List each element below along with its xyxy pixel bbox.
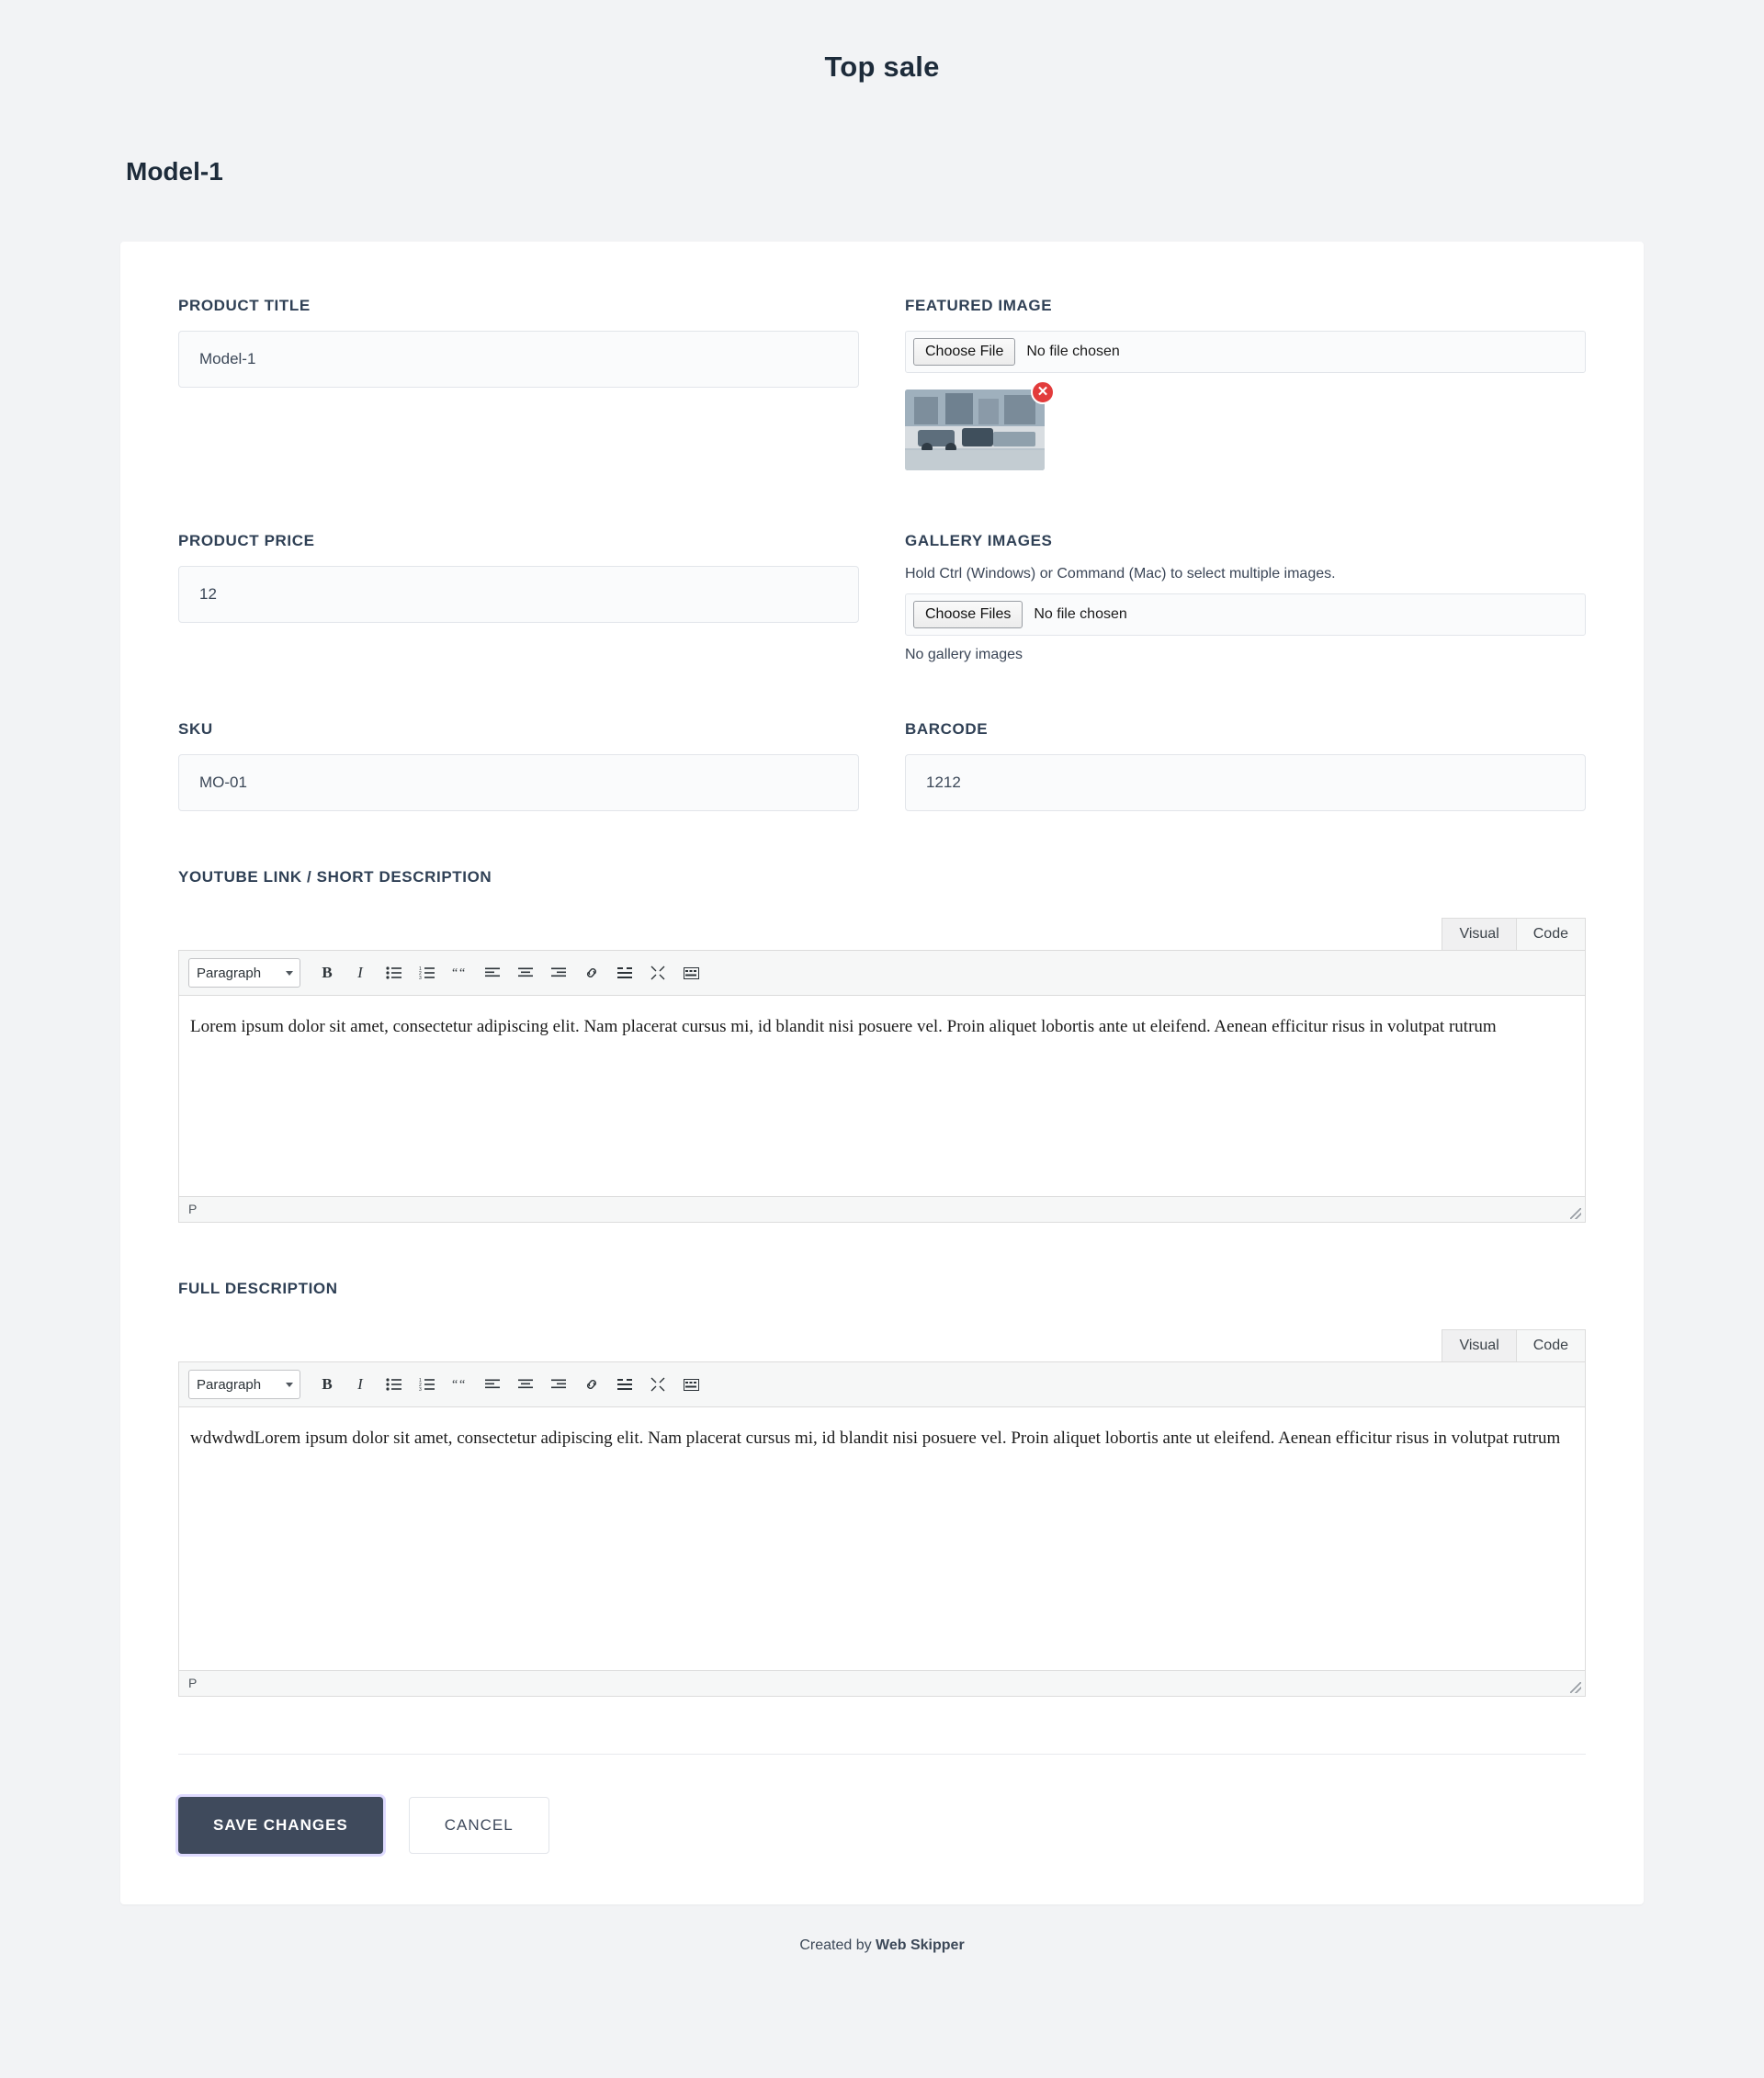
link-icon[interactable] xyxy=(578,1371,605,1398)
product-price-label: PRODUCT PRICE xyxy=(178,532,315,549)
short-description-editor-frame xyxy=(178,950,1586,1223)
align-left-icon[interactable] xyxy=(479,959,506,987)
link-icon[interactable] xyxy=(578,959,605,987)
resize-handle-full[interactable] xyxy=(1570,1682,1581,1693)
gallery-images-file-status: No file chosen xyxy=(1034,606,1127,622)
numbered-list-icon[interactable] xyxy=(413,959,440,987)
barcode-group xyxy=(905,720,1586,811)
chevron-down-icon xyxy=(286,971,293,976)
fullscreen-icon[interactable] xyxy=(644,959,672,987)
full-description-status-bar xyxy=(179,1670,1585,1696)
short-description-status-bar xyxy=(179,1196,1585,1222)
align-right-icon[interactable] xyxy=(545,959,572,987)
full-description-path: P xyxy=(188,1676,198,1690)
short-description-group xyxy=(178,868,1586,1223)
svg-text:3: 3 xyxy=(418,1387,422,1391)
form-row-1 xyxy=(178,297,1586,475)
sku-label: SKU xyxy=(178,720,213,738)
short-description-text[interactable]: Lorem ipsum dolor sit amet, consectetur adipiscing elit. Nam placerat cursus mi, id blandit nisi posuere vel. Proin aliquet lobortis ante ut eleifend. Aenean efficitur risus in volutpat rutrum xyxy=(190,1017,1497,1036)
form-row-2 xyxy=(178,532,1586,663)
footer-brand: Web Skipper xyxy=(876,1937,965,1953)
featured-image-label: FEATURED IMAGE xyxy=(905,297,1053,314)
featured-image-group xyxy=(905,297,1586,475)
svg-text:1: 1 xyxy=(418,1378,422,1383)
sku-group xyxy=(178,720,859,811)
bulleted-list-icon[interactable] xyxy=(379,1371,407,1398)
full-description-group xyxy=(178,1280,1586,1697)
full-description-label: FULL DESCRIPTION xyxy=(178,1280,338,1297)
format-select-full-value: Paragraph xyxy=(197,1376,262,1393)
blockquote-icon[interactable] xyxy=(446,959,473,987)
numbered-list-icon[interactable] xyxy=(413,1371,440,1398)
featured-image-thumbnail[interactable] xyxy=(905,390,1045,470)
form-row-3 xyxy=(178,720,1586,811)
short-description-path: P xyxy=(188,1202,198,1216)
product-form-card xyxy=(120,242,1644,1904)
fullscreen-icon[interactable] xyxy=(644,1371,672,1398)
svg-text:2: 2 xyxy=(418,971,422,977)
featured-image-file-status: No file chosen xyxy=(1026,344,1120,359)
svg-text:3: 3 xyxy=(418,976,422,979)
short-description-toolbar xyxy=(179,951,1585,996)
short-description-editor xyxy=(178,918,1586,1223)
read-more-icon[interactable] xyxy=(611,1371,639,1398)
tab-code-full[interactable]: Code xyxy=(1517,1329,1586,1361)
toolbar-toggle-icon[interactable] xyxy=(677,959,705,987)
full-description-toolbar xyxy=(179,1362,1585,1407)
sku-input[interactable] xyxy=(178,754,859,811)
gallery-images-file-row[interactable] xyxy=(905,593,1586,636)
choose-files-button[interactable]: Choose Files xyxy=(913,601,1023,628)
chevron-down-icon xyxy=(286,1383,293,1387)
format-select-full[interactable] xyxy=(188,1370,300,1399)
svg-text:“: “ xyxy=(459,966,466,979)
save-changes-button[interactable]: SAVE CHANGES xyxy=(178,1797,383,1854)
gallery-images-group xyxy=(905,532,1586,663)
short-description-tabs xyxy=(178,918,1586,950)
remove-image-icon[interactable]: ✕ xyxy=(1031,380,1055,404)
align-center-icon[interactable] xyxy=(512,1371,539,1398)
align-left-icon[interactable] xyxy=(479,1371,506,1398)
resize-handle-short[interactable] xyxy=(1570,1208,1581,1219)
product-title-label: PRODUCT TITLE xyxy=(178,297,311,314)
format-select-short[interactable] xyxy=(188,958,300,988)
read-more-icon[interactable] xyxy=(611,959,639,987)
page-title: Top sale xyxy=(824,51,940,83)
bulleted-list-icon[interactable] xyxy=(379,959,407,987)
align-center-icon[interactable] xyxy=(512,959,539,987)
model-heading: Model-1 xyxy=(126,157,223,186)
featured-image-file-row[interactable] xyxy=(905,331,1586,373)
gallery-images-empty-text: No gallery images xyxy=(905,647,1023,662)
tab-visual-full[interactable]: Visual xyxy=(1442,1329,1516,1361)
product-title-group xyxy=(178,297,859,475)
product-price-group xyxy=(178,532,859,663)
italic-icon[interactable]: I xyxy=(357,964,363,981)
svg-text:“: “ xyxy=(459,1378,466,1391)
full-description-editor xyxy=(178,1329,1586,1697)
form-actions xyxy=(178,1797,1586,1854)
blockquote-icon[interactable] xyxy=(446,1371,473,1398)
featured-image-thumbnail-wrap xyxy=(905,384,1049,470)
cancel-button[interactable]: CANCEL xyxy=(409,1797,549,1854)
barcode-label: BARCODE xyxy=(905,720,989,738)
align-right-icon[interactable] xyxy=(545,1371,572,1398)
footer-prefix: Created by xyxy=(799,1937,876,1953)
svg-text:2: 2 xyxy=(418,1383,422,1388)
svg-text:“: “ xyxy=(452,1378,458,1391)
barcode-input[interactable] xyxy=(905,754,1586,811)
product-price-input[interactable] xyxy=(178,566,859,623)
gallery-images-label: GALLERY IMAGES xyxy=(905,532,1053,549)
form-divider xyxy=(178,1754,1586,1755)
svg-text:1: 1 xyxy=(418,966,422,972)
toolbar-toggle-icon[interactable] xyxy=(677,1371,705,1398)
format-select-short-value: Paragraph xyxy=(197,965,262,981)
gallery-images-hint: Hold Ctrl (Windows) or Command (Mac) to select multiple images. xyxy=(905,566,1336,582)
svg-text:“: “ xyxy=(452,966,458,979)
choose-file-button[interactable]: Choose File xyxy=(913,338,1015,366)
bold-icon[interactable]: B xyxy=(322,964,333,981)
full-description-tabs xyxy=(178,1329,1586,1361)
tab-code-short[interactable]: Code xyxy=(1517,918,1586,950)
italic-icon[interactable]: I xyxy=(357,1375,363,1393)
bold-icon[interactable]: B xyxy=(322,1375,333,1393)
footer xyxy=(0,1904,1764,1991)
product-title-input[interactable] xyxy=(178,331,859,388)
tab-visual-short[interactable]: Visual xyxy=(1442,918,1516,950)
short-description-label: YOUTUBE LINK / SHORT DESCRIPTION xyxy=(178,868,492,886)
full-description-editor-frame xyxy=(178,1361,1586,1697)
full-description-text[interactable]: wdwdwdLorem ipsum dolor sit amet, consectetur adipiscing elit. Nam placerat cursus mi, id blandit nisi posuere vel. Proin aliquet lobortis ante ut eleifend. Aenean efficitur risus in volutpat rutrum xyxy=(190,1429,1561,1448)
